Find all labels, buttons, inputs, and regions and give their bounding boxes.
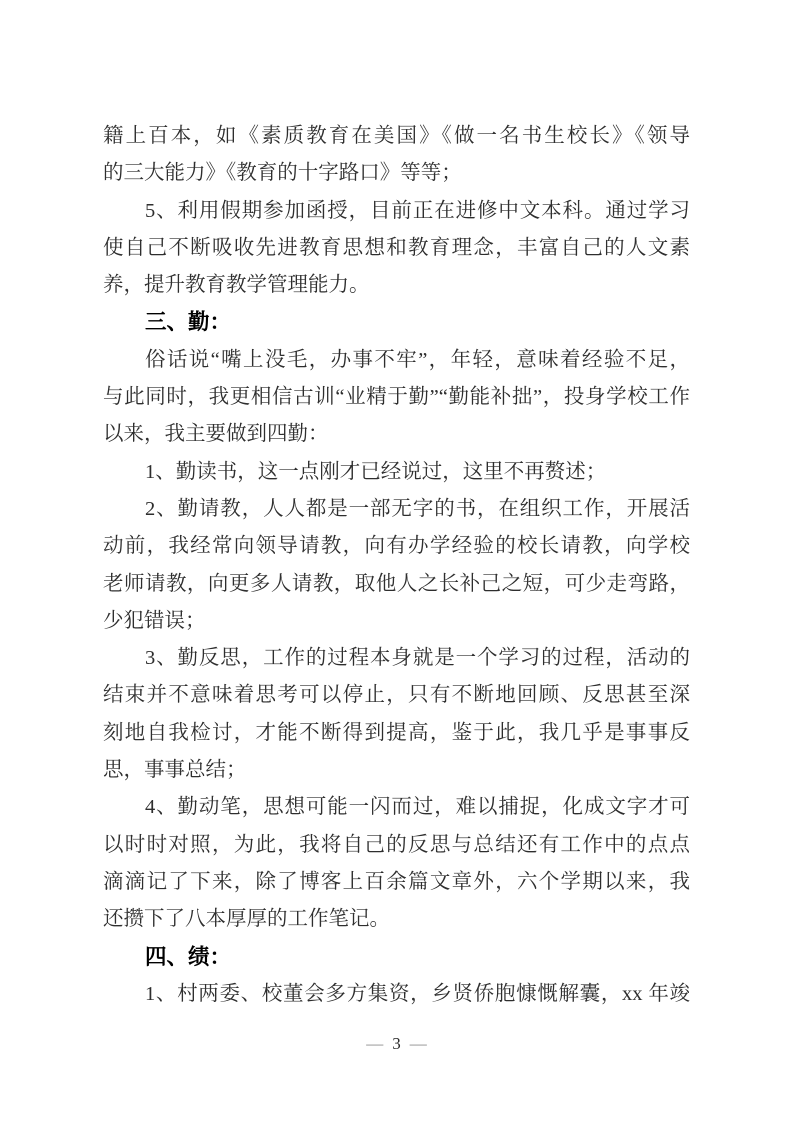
doc-line: 还攒下了八本厚厚的工作笔记。 <box>103 908 390 931</box>
doc-line: 5、利用假期参加函授，目前正在进修中文本科。通过学习 <box>145 199 690 222</box>
doc-line: 以来，我主要做到四勤： <box>103 423 329 446</box>
doc-line: 结束并不意味着思考可以停止，只有不断地回顾、反思甚至深 <box>103 684 690 707</box>
doc-line: 刻地自我检讨，才能不断得到提高，鉴于此，我几乎是事事反 <box>103 721 690 744</box>
doc-line: 1、村两委、校董会多方集资，乡贤侨胞慷慨解囊，xx 年竣 <box>145 982 690 1005</box>
doc-line: 滴滴记了下来，除了博客上百余篇文章外，六个学期以来，我 <box>103 870 690 893</box>
doc-line: 使自己不断吸收先进教育思想和教育理念，丰富自己的人文素 <box>103 236 690 259</box>
doc-line: 2、勤请教，人人都是一部无字的书，在组织工作，开展活 <box>145 497 690 520</box>
doc-line: 老师请教，向更多人请教，取他人之长补己之短，可少走弯路， <box>103 572 690 595</box>
doc-line: 养，提升教育教学管理能力。 <box>103 274 370 297</box>
doc-line: 以时时对照，为此，我将自己的反思与总结还有工作中的点点 <box>103 833 690 856</box>
doc-line: 俗话说“嘴上没毛，办事不牢”，年轻，意味着经验不足， <box>145 348 690 371</box>
doc-line: 的三大能力》《教育的十字路口》等等； <box>103 162 462 185</box>
doc-line: 与此同时，我更相信古训“业精于勤”“勤能补拙”，投身学校工作 <box>103 386 690 409</box>
doc-line: 籍上百本，如《素质教育在美国》《做一名书生校长》《领导 <box>103 125 690 147</box>
page-number: 3 <box>392 1034 401 1053</box>
doc-line: 少犯错误； <box>103 609 206 632</box>
footer-dash-right: — <box>409 1034 427 1053</box>
section-heading-qin: 三、勤： <box>145 310 232 335</box>
document-text-block <box>103 118 690 1013</box>
doc-line: 4、勤动笔，思想可能一闪而过，难以捕捉，化成文字才可 <box>145 796 690 819</box>
footer-dash-left: — <box>366 1034 384 1053</box>
section-heading-ji: 四、绩： <box>145 944 232 969</box>
doc-line: 思，事事总结； <box>103 759 247 782</box>
doc-line: 1、勤读书，这一点刚才已经说过，这里不再赘述； <box>145 460 607 483</box>
page-footer <box>0 1033 793 1055</box>
doc-line: 3、勤反思，工作的过程本身就是一个学习的过程，活动的 <box>145 647 690 670</box>
doc-line: 动前，我经常向领导请教，向有办学经验的校长请教，向学校 <box>103 535 690 558</box>
